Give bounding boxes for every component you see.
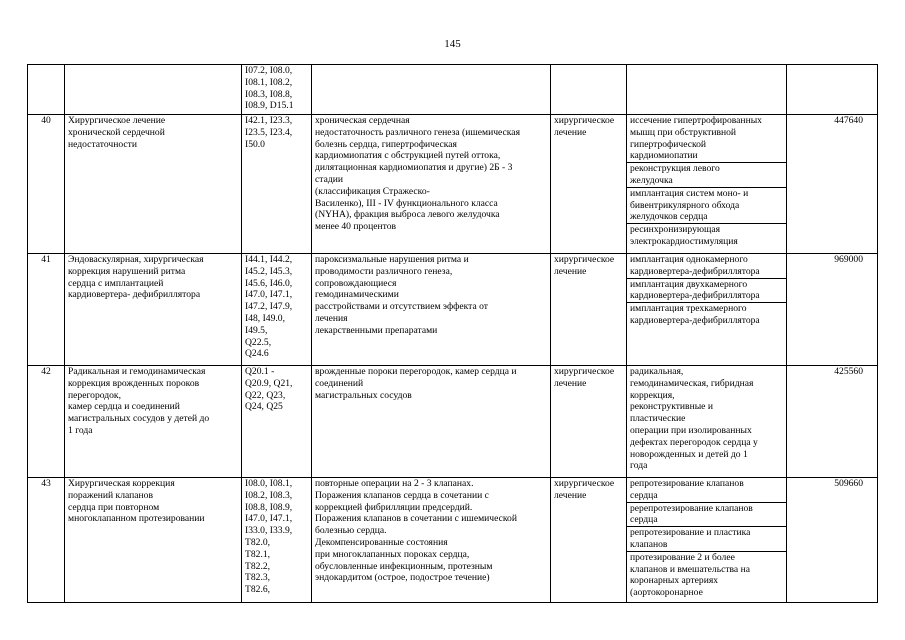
row-number	[28, 65, 65, 115]
treatment-methods	[627, 254, 787, 366]
icd-codes: Q20.1 - Q20.9, Q21, Q22, Q23, Q24, Q25	[242, 366, 312, 478]
table-row	[28, 478, 878, 603]
treatment-type: хирургическое лечение	[551, 478, 627, 603]
treatment-method: имплантация трехкамерного кардиовертера-дефибриллятора	[630, 303, 760, 326]
icd-codes: I08.0, I08.1, I08.2, I08.3, I08.8, I08.9, I47.0, I47.1, I33.0, I33.9, T82.0, T82.1, T82.2, T82.3, T82.6,	[242, 478, 312, 603]
treatment-methods	[627, 366, 787, 478]
procedure-name: Хирургическое лечение хронической сердечной недостаточности	[65, 115, 242, 254]
diagnosis	[312, 65, 551, 115]
procedure-name: Эндоваскулярная, хирургическая коррекция нарушений ритма сердца с имплантацией кардиовертера- дефибриллятора	[65, 254, 242, 366]
treatment-type: хирургическое лечение	[551, 115, 627, 254]
row-number: 41	[28, 254, 65, 366]
treatment-method: репротезирование и пластика клапанов	[627, 527, 786, 552]
cost	[787, 65, 878, 115]
row-number: 42	[28, 366, 65, 478]
treatment-methods	[627, 478, 787, 603]
procedure-name: Радикальная и гемодинамическая коррекция врожденных пороков перегородок, камер сердца и соединений магистральных сосудов у детей до 1 года	[65, 366, 242, 478]
diagnosis: пароксизмальные нарушения ритма и проводимости различного генеза, сопровождающиеся гемодинамическими расстройствами и отсутствием эффекта от лечения лекарственными препаратами	[312, 254, 551, 366]
cost: 425560	[787, 366, 878, 478]
treatment-method: радикальная, гемодинамическая, гибридная коррекция, реконструктивные и пластические операции при изолированных дефектах перегородок сердца у новорожденных и детей до 1 года	[630, 366, 758, 472]
treatment-methods	[627, 65, 787, 115]
row-number: 40	[28, 115, 65, 254]
icd-codes: I42.1, I23.3, I23.5, I23.4, I50.0	[242, 115, 312, 254]
treatment-method: реконструкция левого желудочка	[627, 163, 786, 188]
treatment-method: имплантация двухкамерного кардиовертера-дефибриллятора	[627, 279, 786, 304]
treatment-type: хирургическое лечение	[551, 254, 627, 366]
table-row	[28, 366, 878, 478]
procedures-table	[27, 64, 878, 603]
diagnosis: врожденные пороки перегородок, камер сердца и соединений магистральных сосудов	[312, 366, 551, 478]
treatment-type	[551, 65, 627, 115]
page-number: 145	[444, 38, 461, 50]
treatment-type: хирургическое лечение	[551, 366, 627, 478]
icd-codes: I44.1, I44.2, I45.2, I45.3, I45.6, I46.0, I47.0, I47.1, I47.2, I47.9, I48, I49.0, I49.5, Q22.5, Q24.6	[242, 254, 312, 366]
treatment-method: ресинхронизирующая электрокардиостимуляция	[630, 224, 738, 247]
diagnosis: хроническая сердечная недостаточность различного генеза (ишемическая болезнь сердца, гипертрофическая кардиомиопатия с обструкцией путей оттока, дилятационная кардиомиопатия и другие) 2Б - 3 стадии (классификация Стражеско- Василенко), III - IV функционального класса (NYHA), фракция выброса левого желудочка менее 40 процентов	[312, 115, 551, 254]
cost: 447640	[787, 115, 878, 254]
diagnosis: повторные операции на 2 - 3 клапанах. Поражения клапанов сердца в сочетании с коррекцией фибрилляции предсердий. Поражения клапанов в сочетании с ишемической болезнью сердца. Декомпенсированные состояния при многоклапанных пороках сердца, обусловленные инфекционным, протезным эндокардитом (острое, подострое течение)	[312, 478, 551, 603]
treatment-method: протезирование 2 и более клапанов и вмешательства на коронарных артериях (аортокоронарное	[630, 551, 750, 599]
treatment-method: имплантация однокамерного кардиовертера-дефибриллятора	[627, 254, 786, 279]
treatment-methods	[627, 115, 787, 254]
treatment-method: ререпротезирование клапанов сердца	[627, 503, 786, 528]
cost: 969000	[787, 254, 878, 366]
table-row	[28, 65, 878, 115]
table-row	[28, 115, 878, 254]
treatment-method: иссечение гипертрофированных мышц при обструктивной гипертрофической кардиомиопатии	[627, 115, 786, 163]
icd-codes: I07.2, I08.0, I08.1, I08.2, I08.3, I08.8, I08.9, D15.1	[242, 65, 312, 115]
cost: 509660	[787, 478, 878, 603]
treatment-method: имплантация систем моно- и бивентрикулярного обхода желудочков сердца	[627, 188, 786, 224]
procedure-name: Хирургическая коррекция поражений клапанов сердца при повторном многоклапанном протезировании	[65, 478, 242, 603]
table-row	[28, 254, 878, 366]
procedure-name	[65, 65, 242, 115]
row-number: 43	[28, 478, 65, 603]
treatment-method: репротезирование клапанов сердца	[627, 478, 786, 503]
